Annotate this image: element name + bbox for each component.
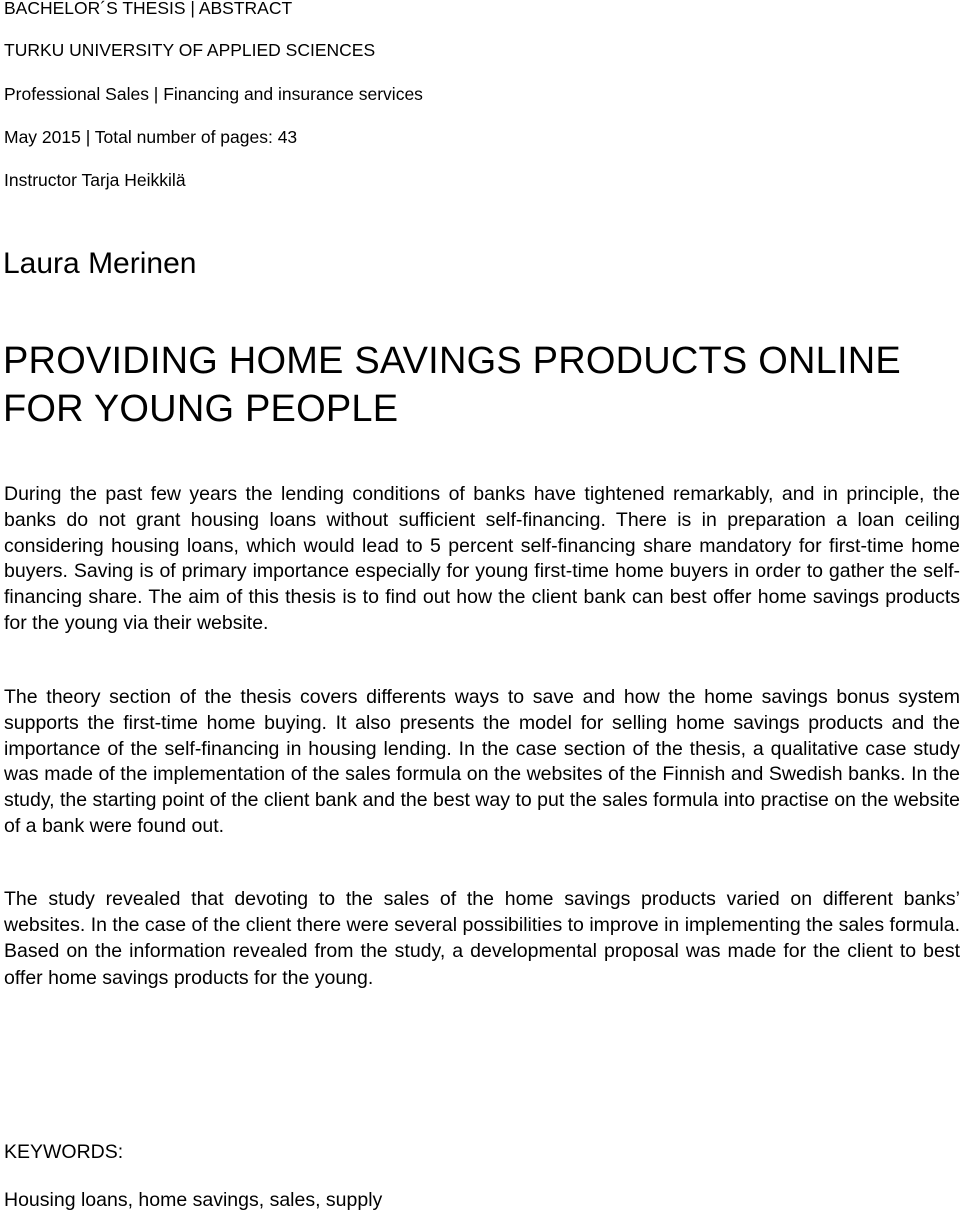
instructor: Instructor Tarja Heikkilä (4, 170, 186, 190)
thesis-title (3, 337, 958, 433)
abstract-paragraph-3: The study revealed that devoting to the sales of the home savings products varied on different banks’ websites. In the case of the client there were several possibilities to improve in implementing the sales formula. Based on the information revealed from the study, a developmental proposal was made for the client to best offer home savings products for the young. (4, 888, 960, 989)
abstract-paragraph-2: The theory section of the thesis covers differents ways to save and how the home savings bonus system supports the first-time home buying. It also presents the model for selling home savings products and the importance of the self-financing in housing lending. In the case section of the thesis, a qualitative case study was made of the implementation of the sales formula on the websites of the Finnish and Swedish banks. In the study, the starting point of the client bank and the best way to put the sales formula into practise on the website of a bank were found out. (4, 686, 960, 837)
degree-program: Professional Sales | Financing and insurance services (4, 84, 423, 104)
university-name: TURKU UNIVERSITY OF APPLIED SCIENCES (4, 40, 376, 60)
abstract-paragraph-1: During the past few years the lending conditions of banks have tightened remarkably, and in principle, the banks do not grant housing loans without sufficient self-financing. There is in preparation a loan ceiling considering housing loans, which would lead to 5 percent self-financing share mandatory for first-time home buyers. Saving is of primary importance especially for young first-time home buyers in order to gather the self-financing share. The aim of this thesis is to find out how the client bank can best offer home savings products for the young via their website. (4, 483, 960, 634)
author-name: Laura Merinen (3, 247, 197, 280)
document-type: BACHELOR´S THESIS | ABSTRACT (4, 0, 293, 18)
thesis-title-line-2: FOR YOUNG PEOPLE (3, 388, 399, 430)
keywords-label: KEYWORDS: (4, 1141, 124, 1163)
date-and-pages: May 2015 | Total number of pages: 43 (4, 127, 298, 147)
keywords-list: Housing loans, home savings, sales, supply (4, 1189, 383, 1211)
thesis-title-line-1: PROVIDING HOME SAVINGS PRODUCTS ONLINE (3, 340, 901, 382)
